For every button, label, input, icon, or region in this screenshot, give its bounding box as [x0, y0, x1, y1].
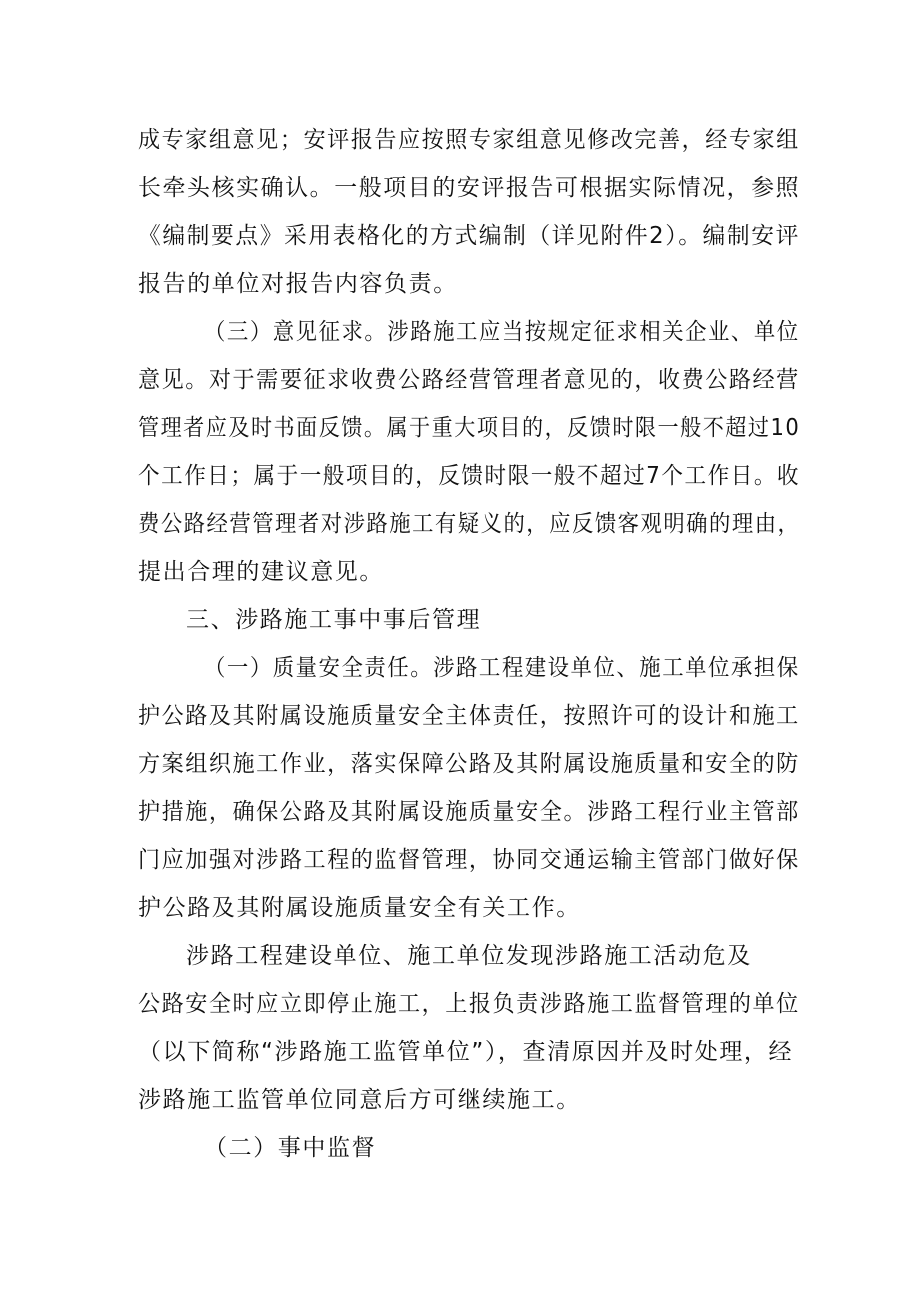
text-line-8: 个工作日；属于一般项目的，反馈时限一般不超过7个工作日。收: [138, 463, 801, 489]
text-line-10: 提出合理的建议意见。: [138, 559, 384, 585]
text-line-13: 护公路及其附属设施质量安全主体责任，按照许可的设计和施工: [138, 703, 800, 729]
text-line-7: 管理者应及时书面反馈。属于重大项目的，反馈时限一般不超过10: [138, 415, 801, 441]
text-line-6: 意见。对于需要征求收费公路经营管理者意见的，收费公路经营: [138, 367, 800, 393]
text-line-9: 费公路经营管理者对涉路施工有疑义的，应反馈客观明确的理由，: [138, 511, 801, 537]
paragraph-start-line: 涉路工程建设单位、施工单位发现涉路施工活动危及: [186, 943, 752, 969]
text-line-4: 报告的单位对报告内容负责。: [138, 271, 458, 297]
text-line-21: 涉路施工监管单位同意后方可继续施工。: [138, 1087, 581, 1113]
subsection-2-heading: （二）事中监督: [204, 1135, 377, 1161]
text-line-17: 护公路及其附属设施质量安全有关工作。: [138, 895, 581, 921]
text-line-16: 门应加强对涉路工程的监督管理，协同交通运输主管部门做好保: [138, 847, 800, 873]
text-line-14: 方案组织施工作业，落实保障公路及其附属设施质量和安全的防: [138, 751, 800, 777]
chapter-heading: 三、涉路施工事中事后管理: [186, 607, 482, 633]
text-line-3: 《编制要点》采用表格化的方式编制（详见附件2）。编制安评: [138, 223, 800, 249]
text-line-1: 成专家组意见；安评报告应按照专家组意见修改完善，经专家组: [138, 127, 800, 153]
text-line-2: 长牵头核实确认。一般项目的安评报告可根据实际情况，参照: [138, 175, 801, 201]
subsection-1-heading-line: （一）质量安全责任。涉路工程建设单位、施工单位承担保: [204, 655, 800, 681]
text-line-20: （以下简称“涉路施工监管单位”），查清原因并及时处理，经: [138, 1039, 794, 1065]
text-line-19: 公路安全时应立即停止施工，上报负责涉路施工监督管理的单位: [138, 991, 800, 1017]
text-line-15: 护措施，确保公路及其附属设施质量安全。涉路工程行业主管部: [138, 799, 800, 825]
section-3-heading-line: （三）意见征求。涉路施工应当按规定征求相关企业、单位: [204, 319, 800, 345]
